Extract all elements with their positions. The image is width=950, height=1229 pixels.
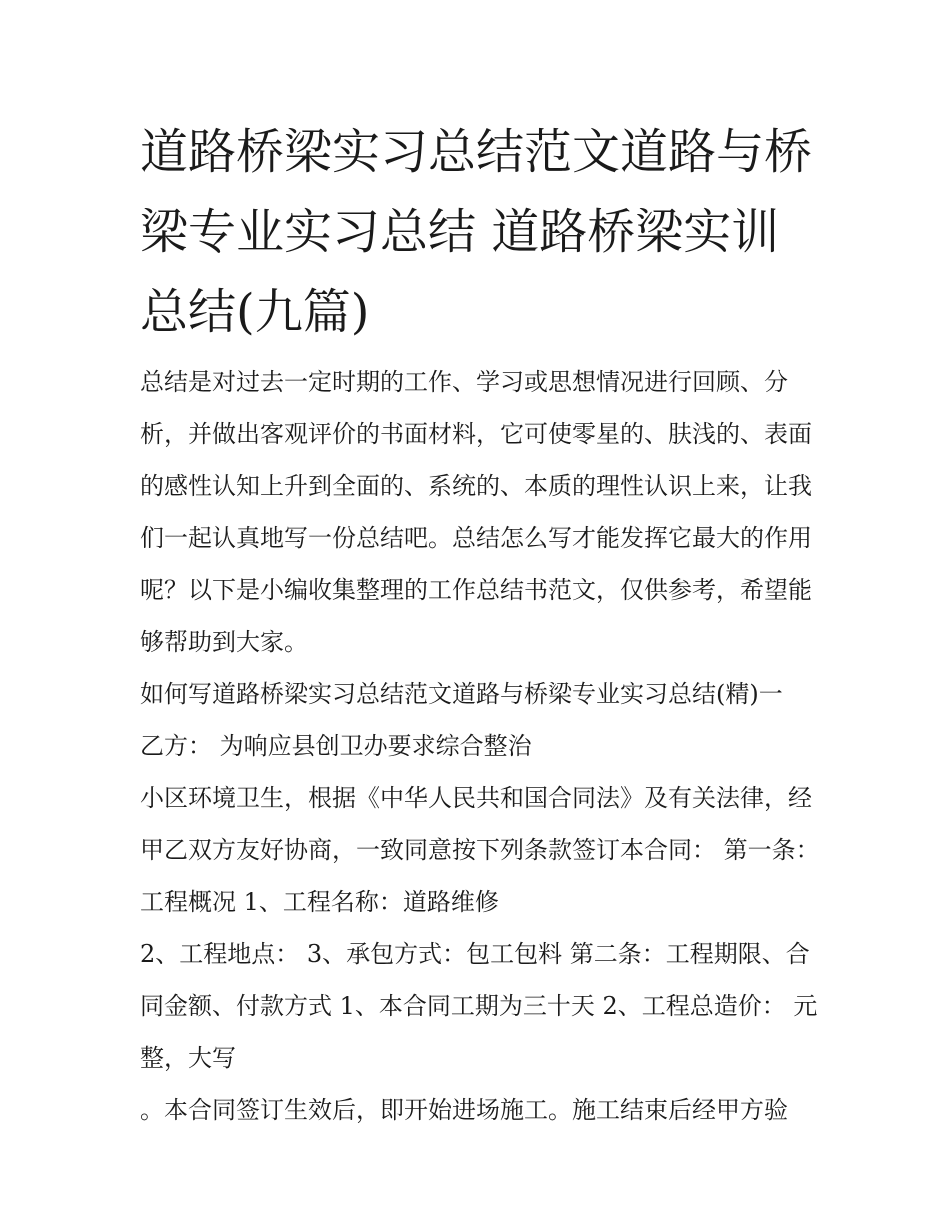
section-heading: 如何写道路桥梁实习总结范文道路与桥梁专业实习总结(精)一 bbox=[140, 680, 783, 708]
document-page bbox=[140, 112, 820, 1136]
contract-start-paragraph: 。本合同签订生效后，即开始进场施工。施工结束后经甲方验 bbox=[140, 1096, 788, 1124]
document-title: 道路桥梁实习总结范文道路与桥梁专业实习总结 道路桥梁实训总结(九篇) bbox=[140, 124, 813, 340]
party-b-paragraph: 乙方： 为响应县创卫办要求综合整治 bbox=[140, 732, 532, 760]
contract-terms-paragraph: 2、工程地点： 3、承包方式：包工包料 第二条：工程期限、合同金额、付款方式 1、本合同工期为三十天 2、工程总造价： 元整，大写 bbox=[140, 940, 818, 1072]
intro-paragraph: 总结是对过去一定时期的工作、学习或思想情况进行回顾、分析，并做出客观评价的书面材料，它可使零星的、肤浅的、表面的感性认知上升到全面的、系统的、本质的理性认识上来，让我们一起认真地写一份总结吧。总结怎么写才能发挥它最大的作用呢？以下是小编收集整理的工作总结书范文，仅供参考，希望能够帮助到大家。 bbox=[140, 368, 812, 656]
contract-basis-paragraph: 小区环境卫生，根据《中华人民共和国合同法》及有关法律，经甲乙双方友好协商，一致同意按下列条款签订本合同： 第一条：工程概况 1、工程名称：道路维修 bbox=[140, 784, 820, 916]
